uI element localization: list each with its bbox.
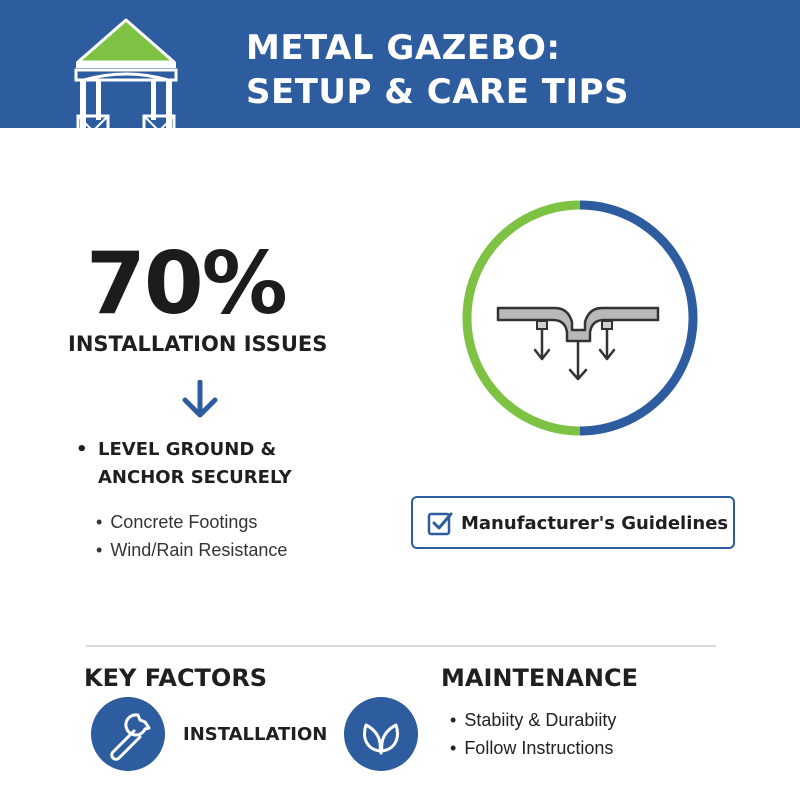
title-line-1: METAL GAZEBO: — [246, 28, 561, 68]
title-line-2: SETUP & CARE TIPS — [246, 72, 630, 112]
key-factor-item: INSTALLATION — [183, 724, 328, 745]
maintenance-list — [450, 706, 616, 762]
list-item: • Wind/Rain Resistance — [96, 536, 287, 564]
page-title — [246, 26, 629, 114]
leaf-icon-badge — [344, 697, 418, 771]
guidelines-badge — [411, 496, 735, 549]
wrench-icon-badge — [91, 697, 165, 771]
stat-value: 70% — [86, 234, 286, 334]
guidelines-label: Manufacturer's Guidelines — [461, 513, 729, 534]
stat-label: INSTALLATION ISSUES — [68, 332, 328, 356]
gazebo-icon — [70, 18, 182, 148]
key-factors-heading: KEY FACTORS — [84, 664, 268, 692]
list-item: • Stabiity & Durabiity — [450, 706, 616, 734]
section-divider — [86, 645, 716, 647]
checkbox-icon — [427, 511, 453, 537]
leaf-icon — [344, 697, 418, 771]
list-item: • Concrete Footings — [96, 508, 287, 536]
status-ring — [456, 200, 700, 438]
wrench-icon — [91, 697, 165, 771]
bullet-dot: • — [76, 439, 88, 460]
anchor-beam-icon — [498, 308, 658, 379]
ring-graphic — [456, 200, 700, 438]
main-tip-text: LEVEL GROUND & ANCHOR SECURELY — [98, 439, 292, 488]
arrow-down-icon — [181, 380, 219, 420]
maintenance-heading: MAINTENANCE — [441, 664, 638, 692]
main-tip — [76, 436, 358, 492]
sub-tip-list — [96, 508, 287, 564]
list-item: • Follow Instructions — [450, 734, 616, 762]
header-banner — [0, 0, 800, 128]
